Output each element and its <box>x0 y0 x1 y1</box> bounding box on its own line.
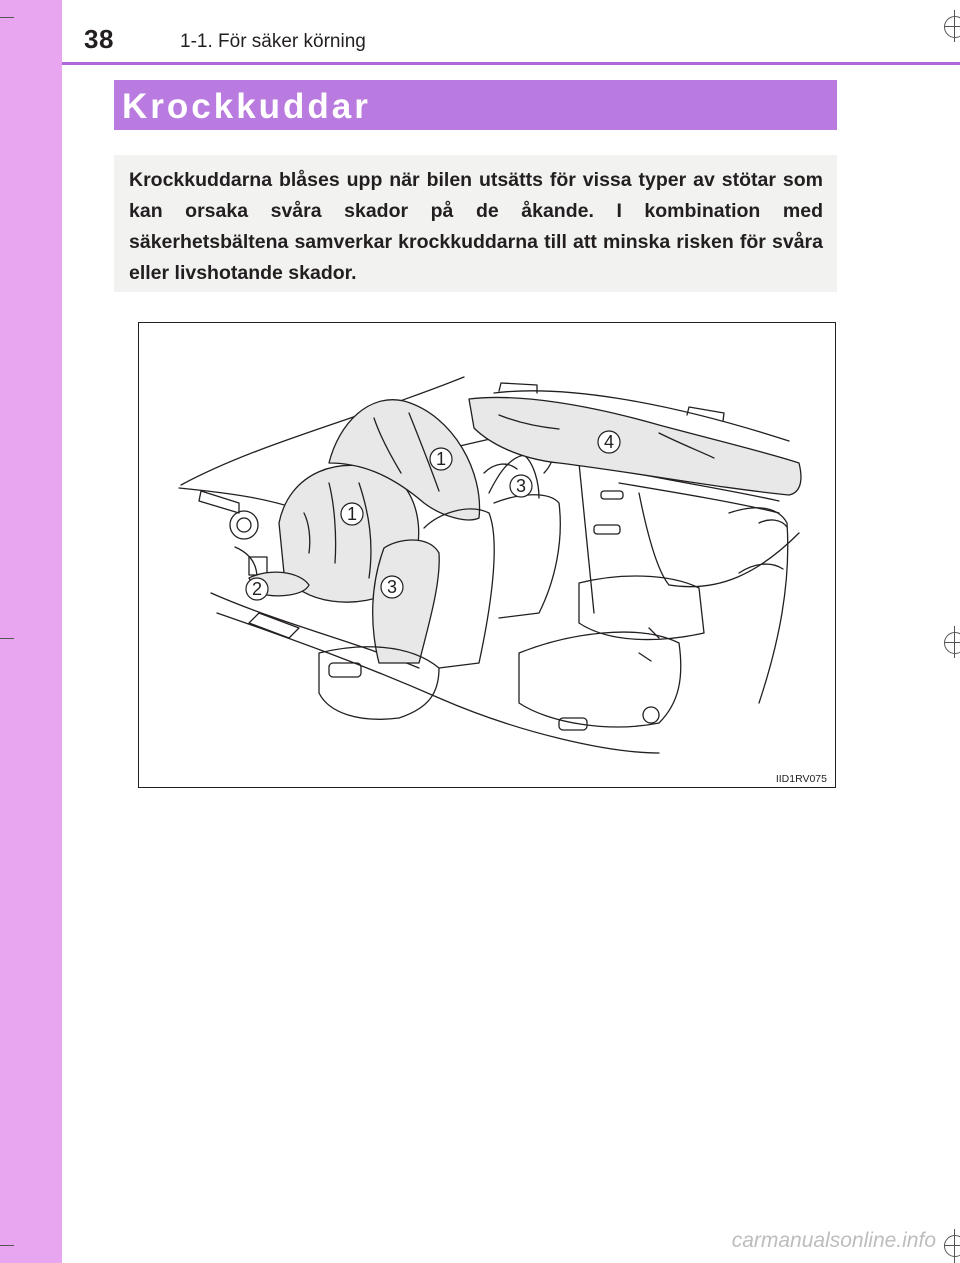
header-rule <box>62 62 960 65</box>
callout-2 <box>246 578 268 600</box>
svg-text:2: 2 <box>251 579 263 599</box>
svg-text:3: 3 <box>515 476 527 496</box>
callout-1-center <box>341 503 363 525</box>
intro-box <box>114 155 837 292</box>
registration-mark-icon <box>944 1235 960 1257</box>
watermark: carmanualsonline.info <box>731 1229 936 1252</box>
registration-mark-icon <box>944 632 960 654</box>
svg-text:4: 4 <box>603 432 615 452</box>
crop-mark <box>0 638 14 639</box>
registration-mark-icon <box>944 16 960 38</box>
airbag-illustration <box>138 322 836 788</box>
page-number: 38 <box>84 24 114 54</box>
callout-1-upper <box>430 448 452 470</box>
section-title: 1-1. För säker körning <box>180 31 366 52</box>
figure-code: IID1RV075 <box>775 773 827 785</box>
callout-4 <box>598 431 620 453</box>
callout-3-upper <box>510 475 532 497</box>
svg-text:1: 1 <box>435 449 447 469</box>
svg-text:3: 3 <box>386 577 398 597</box>
page-title: Krockkuddar <box>122 87 371 126</box>
crop-mark <box>0 1245 14 1246</box>
title-banner <box>114 80 837 130</box>
svg-text:1: 1 <box>346 504 358 524</box>
car-interior-drawing <box>139 323 835 787</box>
callout-3-lower <box>381 576 403 598</box>
intro-paragraph: Krockkuddarna blåses upp när bilen utsätts för vissa typer av stötar som kan orsaka svåra skador på de åkande. I kombination med säkerhetsbältena samverkar krockkuddarna till att minska risken för svåra eller livshotande skador. <box>129 169 823 284</box>
crop-mark <box>0 17 14 18</box>
side-band <box>0 0 62 1263</box>
